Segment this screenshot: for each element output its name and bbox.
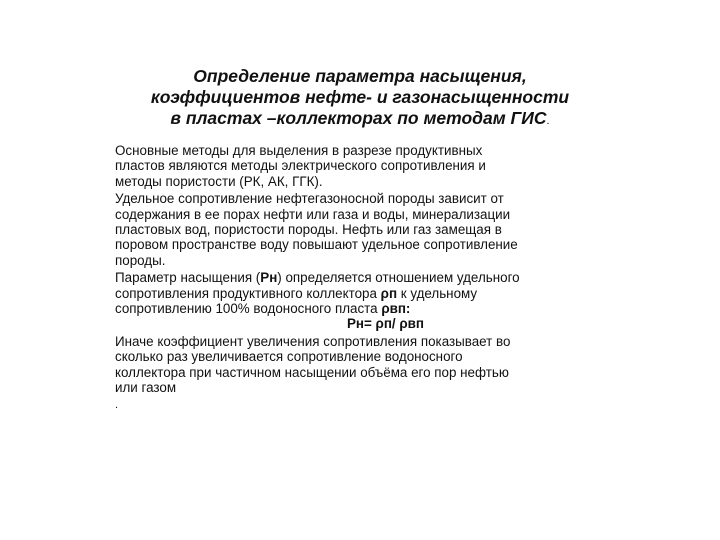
paragraph-line: пластов являются методы электрического сопротивления и xyxy=(115,158,486,174)
title-trailing-dot: . xyxy=(546,115,550,127)
paragraph-line: Иначе коэффициент увеличения сопротивления показывает во xyxy=(115,333,511,349)
text-run: сопротивлению 100% водоносного пласта xyxy=(115,301,382,317)
trailing-dot: . xyxy=(115,398,119,411)
paragraph-resistivity xyxy=(115,191,610,268)
title-line-3 xyxy=(100,108,620,132)
paragraph-line: пластовых вод, пористости породы. Нефть или газ замещая в xyxy=(115,222,502,238)
paragraph-line: методы пористости (РК, АК, ГГК). xyxy=(115,173,323,189)
paragraph-line: Удельное сопротивление нефтегазоносной породы зависит от xyxy=(115,191,504,207)
term-rho-p: ρп xyxy=(380,285,398,301)
title-line-2: коэффициентов нефте- и газонасыщенности xyxy=(150,87,570,107)
paragraph-line xyxy=(115,270,610,285)
paragraph-line: сколько раз увеличивается сопротивление водоносного xyxy=(115,349,463,365)
paragraph-line: Основные методы для выделения в разрезе продуктивных xyxy=(115,143,483,158)
text-run: к удельному xyxy=(397,285,478,301)
paragraph-line: содержания в ее порах нефти или газа и воды, минерализации xyxy=(115,206,511,222)
text-run: сопротивления продуктивного коллектора xyxy=(115,285,381,301)
term-rn: Рн xyxy=(260,270,278,286)
formula: Рн= ρп/ ρвп xyxy=(347,316,424,332)
paragraph-line: коллектора при частичном насыщении объёма его пор нефтью xyxy=(115,364,509,380)
paragraph-resistivity-index xyxy=(115,334,610,396)
paragraph-saturation-parameter xyxy=(115,270,610,316)
paragraph-line xyxy=(115,301,610,316)
paragraph-methods xyxy=(115,143,610,189)
slide-body xyxy=(115,143,610,412)
paragraph-line: породы. xyxy=(115,252,166,268)
title-line-3-text: в пластах –коллекторах по методам ГИС xyxy=(170,108,547,128)
paragraph-line xyxy=(115,286,610,301)
title-line-1: Определение параметра насыщения, xyxy=(193,66,527,86)
text-run: Параметр насыщения ( xyxy=(115,270,261,286)
paragraph-line: поровом пространстве воду повышают удельное сопротивление xyxy=(115,237,518,253)
slide-title xyxy=(100,66,620,132)
paragraph-line: или газом xyxy=(115,380,177,396)
text-run: ) определяется отношением удельного xyxy=(277,270,520,286)
term-rho-vp: ρвп: xyxy=(381,301,411,317)
